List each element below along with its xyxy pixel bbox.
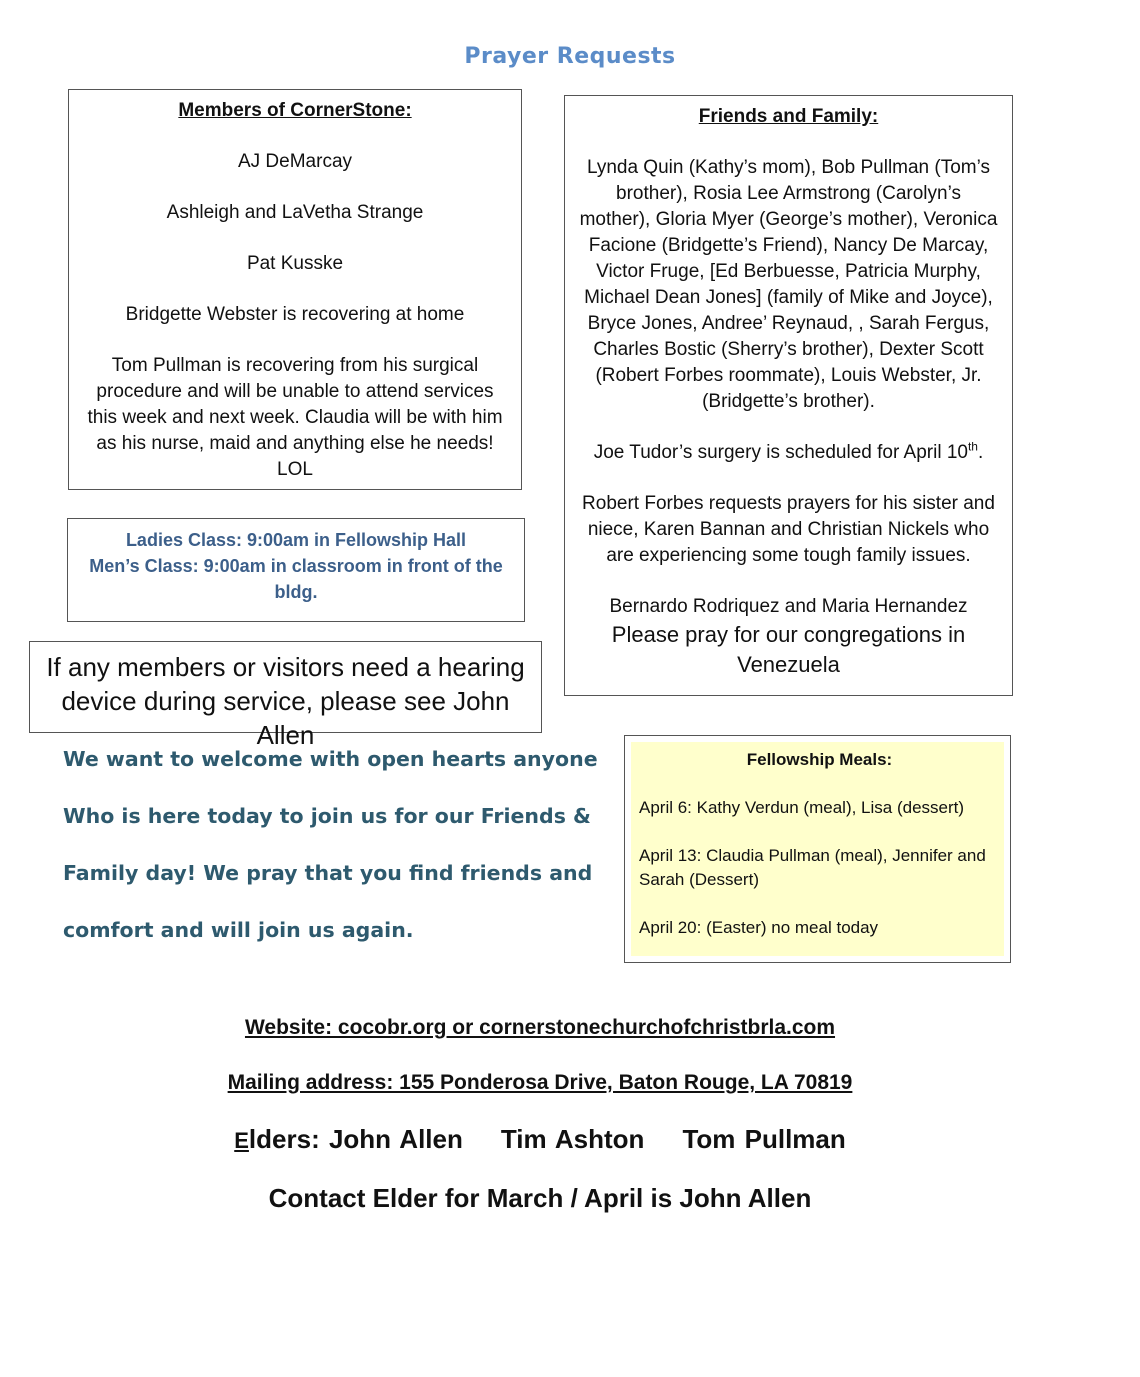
- meal-item: April 13: Claudia Pullman (meal), Jennifer and Sarah (Dessert): [639, 846, 986, 889]
- member-item: Ashleigh and LaVetha Strange: [166, 202, 424, 223]
- member-item: Bridgette Webster is recovering at home: [125, 304, 465, 325]
- members-box: [68, 89, 522, 490]
- meal-item: April 20: (Easter) no meal today: [639, 918, 879, 937]
- hearing-device-text: If any members or visitors need a hearing device during service, please see John Allen: [46, 652, 525, 750]
- bernardo-request: Bernardo Rodriquez and Maria Hernandez: [609, 596, 968, 617]
- website-line: [0, 1016, 1080, 1040]
- contact-elder-line: Contact Elder for March / April is John Allen: [268, 1183, 812, 1213]
- friends-heading: Friends and Family:: [698, 106, 879, 127]
- welcome-line: Who is here today to join us for our Friends &: [63, 804, 591, 828]
- page-title: Prayer Requests: [464, 44, 676, 69]
- welcome-line: comfort and will join us again.: [63, 918, 414, 942]
- welcome-line: Family day! We pray that you find friends and: [63, 861, 593, 885]
- elder-3: Tom Pullman: [682, 1124, 846, 1154]
- fellowship-meals-box: [624, 735, 1011, 963]
- mens-class: Men’s Class: 9:00am in classroom in front of the bldg.: [89, 556, 503, 602]
- ladies-class: Ladies Class: 9:00am in Fellowship Hall: [125, 530, 467, 550]
- members-heading: Members of CornerStone:: [178, 100, 412, 121]
- member-item: AJ DeMarcay: [237, 151, 353, 172]
- friends-list: Lynda Quin (Kathy’s mom), Bob Pullman (Tom’s brother), Rosia Lee Armstrong (Carolyn’s mother), Gloria Myer (George’s mother), Veronica Facione (Bridgette’s Friend), Nancy De Marcay, Victor Fruge, [Ed Berbuesse, Patricia Murphy, Michael Dean Jones] (family of Mike and Joyce), Bryce Jones, Andree’ Reynaud, , Sarah Fergus, Charles Bostic (Sherry’s brother), Dexter Scott (Robert Forbes roommate), Louis Webster, Jr.(Bridgette’s brother).: [579, 157, 998, 412]
- meals-heading: Fellowship Meals:: [746, 750, 893, 769]
- mailing-address: Mailing address: 155 Ponderosa Drive, Baton Rouge, LA 70819: [227, 1071, 853, 1094]
- elder-2: Tim Ashton: [500, 1124, 645, 1154]
- elders-line: Elders: John Allen Tim Ashton Tom Pullman: [234, 1124, 846, 1154]
- surgery-note: Joe Tudor’s surgery is scheduled for April 10th.: [593, 439, 984, 463]
- venezuela-request: Please pray for our congregations in Venezuela: [611, 622, 966, 677]
- classes-box: [67, 518, 525, 622]
- member-item: Tom Pullman is recovering from his surgical procedure and will be unable to attend services this week and next week. Claudia will be with him as his nurse, maid and anything else he needs! LOL: [87, 355, 503, 480]
- mailing-line: [0, 1071, 1080, 1095]
- meal-item: April 6: Kathy Verdun (meal), Lisa (dessert): [639, 798, 965, 817]
- elder-1: lders: John Allen: [248, 1124, 463, 1154]
- welcome-message: [63, 731, 603, 959]
- hearing-device-box: [29, 641, 542, 750]
- website-link[interactable]: Website: cocobr.org or cornerstonechurchofchristbrla.com: [244, 1016, 836, 1039]
- welcome-line: We want to welcome with open hearts anyone: [63, 747, 598, 771]
- member-item: Pat Kusske: [246, 253, 344, 274]
- friends-family-box: [564, 95, 1013, 696]
- forbes-request: Robert Forbes requests prayers for his sister and niece, Karen Bannan and Christian Nickels who are experiencing some tough family issues.: [582, 493, 995, 566]
